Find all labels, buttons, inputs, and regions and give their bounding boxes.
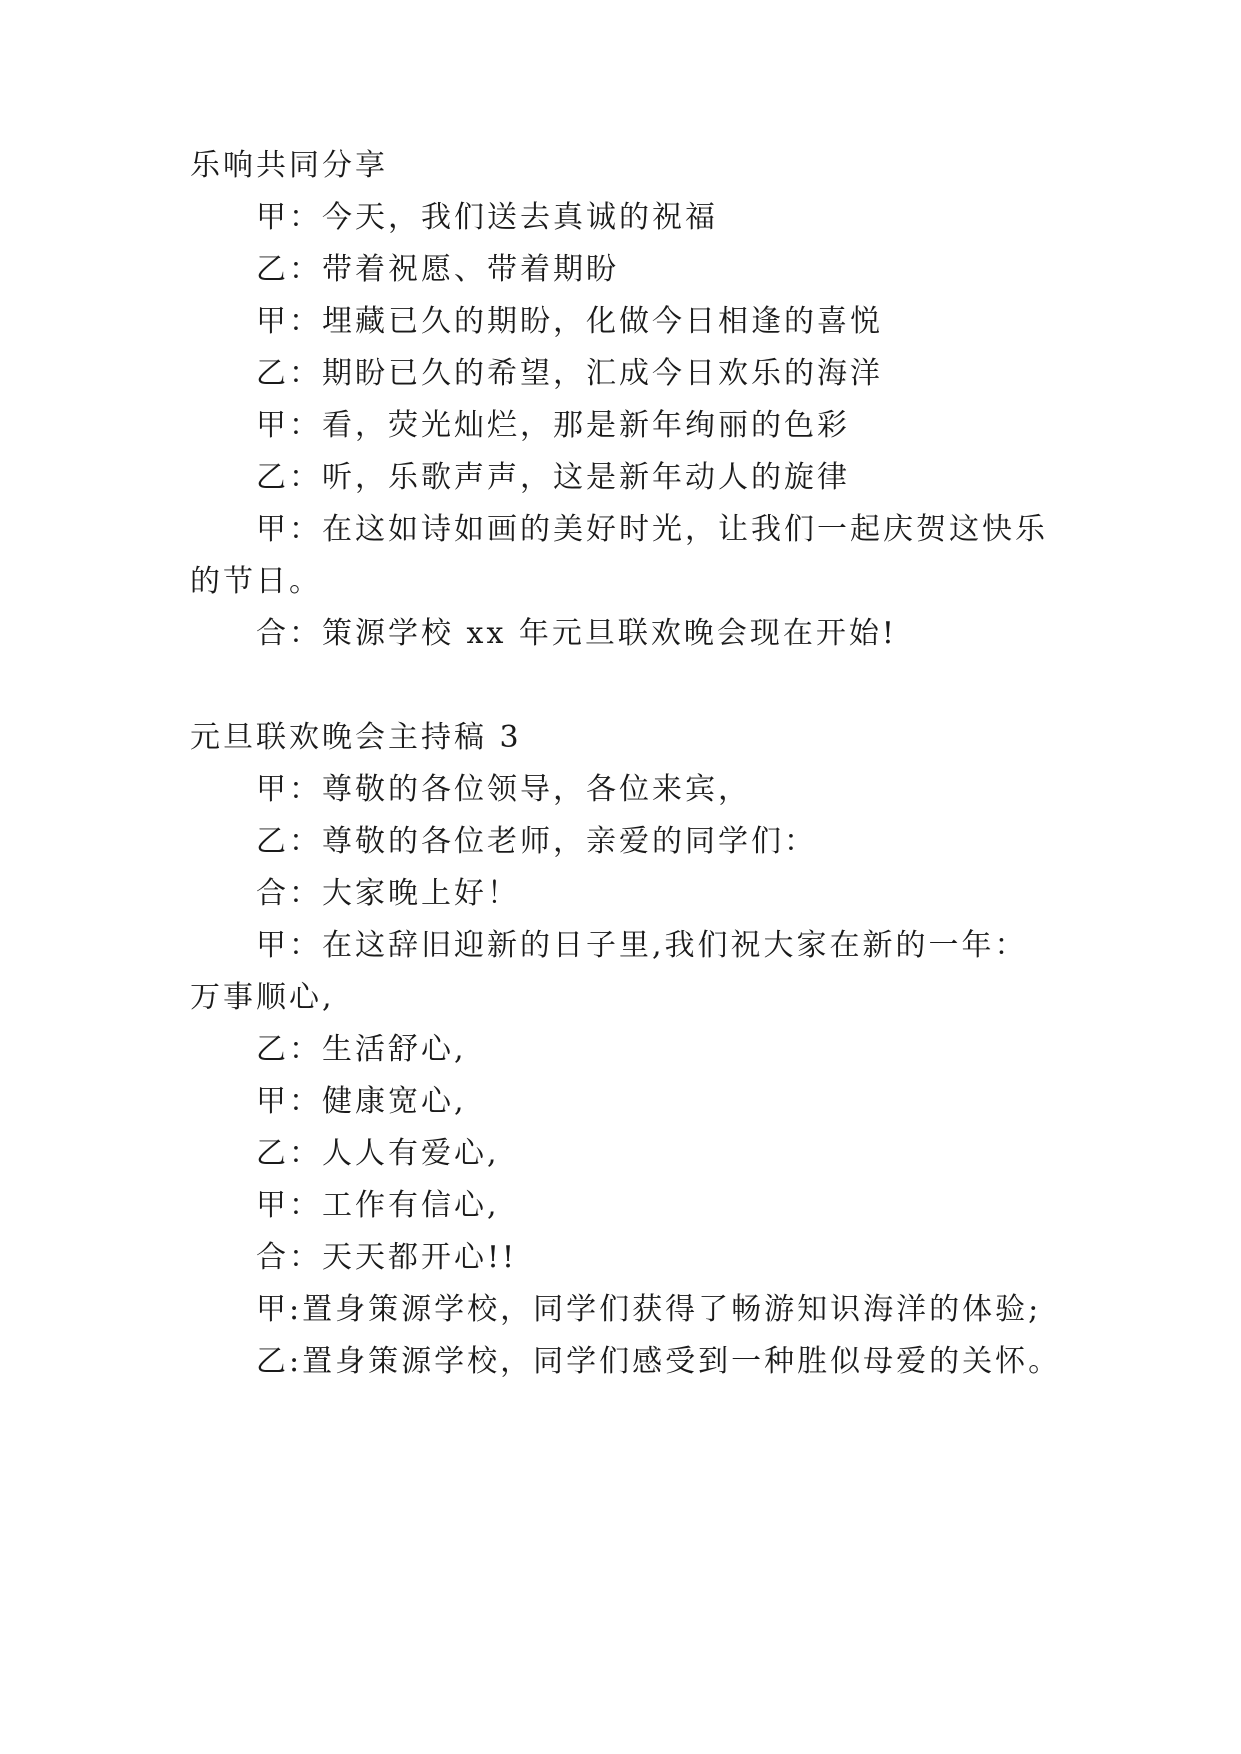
dialogue-line: 甲:置身策源学校，同学们获得了畅游知识海洋的体验; (256, 1292, 1042, 1327)
dialogue-line: 乙：带着祝愿、带着期盼 (256, 252, 619, 287)
dialogue-line: 甲：今天，我们送去真诚的祝福 (256, 200, 718, 235)
dialogue-line: 乙：人人有爱心, (256, 1136, 500, 1171)
dialogue-line: 合：大家晚上好！ (256, 876, 520, 911)
dialogue-line: 乙：期盼已久的希望，汇成今日欢乐的海洋 (256, 356, 883, 391)
dialogue-line: 甲：埋藏已久的期盼，化做今日相逢的喜悦 (256, 304, 883, 339)
dialogue-line: 乙:置身策源学校，同学们感受到一种胜似母爱的关怀。 (256, 1344, 1062, 1379)
dialogue-line: 甲：在这如诗如画的美好时光，让我们一起庆贺这快乐 (256, 512, 1048, 547)
dialogue-line: 甲：看，荧光灿烂，那是新年绚丽的色彩 (256, 408, 850, 443)
section-heading: 元旦联欢晚会主持稿 3 (190, 720, 522, 755)
dialogue-line: 合：天天都开心!! (256, 1240, 518, 1275)
paragraph-line: 乐响共同分享 (190, 148, 388, 183)
dialogue-line: 甲：尊敬的各位领导，各位来宾， (256, 772, 751, 807)
dialogue-line: 乙：听，乐歌声声，这是新年动人的旋律 (256, 460, 850, 495)
dialogue-line: 乙：生活舒心, (256, 1032, 467, 1067)
dialogue-line: 合：策源学校 xx 年元旦联欢晚会现在开始! (256, 616, 897, 651)
dialogue-line: 甲：工作有信心, (256, 1188, 500, 1223)
dialogue-line: 乙：尊敬的各位老师，亲爱的同学们： (256, 824, 817, 859)
dialogue-line: 甲：在这辞旧迎新的日子里,我们祝大家在新的一年： (256, 928, 1028, 963)
dialogue-line: 甲：健康宽心, (256, 1084, 467, 1119)
dialogue-line-continuation: 万事顺心, (190, 980, 335, 1015)
dialogue-line-continuation: 的节日。 (190, 564, 322, 599)
